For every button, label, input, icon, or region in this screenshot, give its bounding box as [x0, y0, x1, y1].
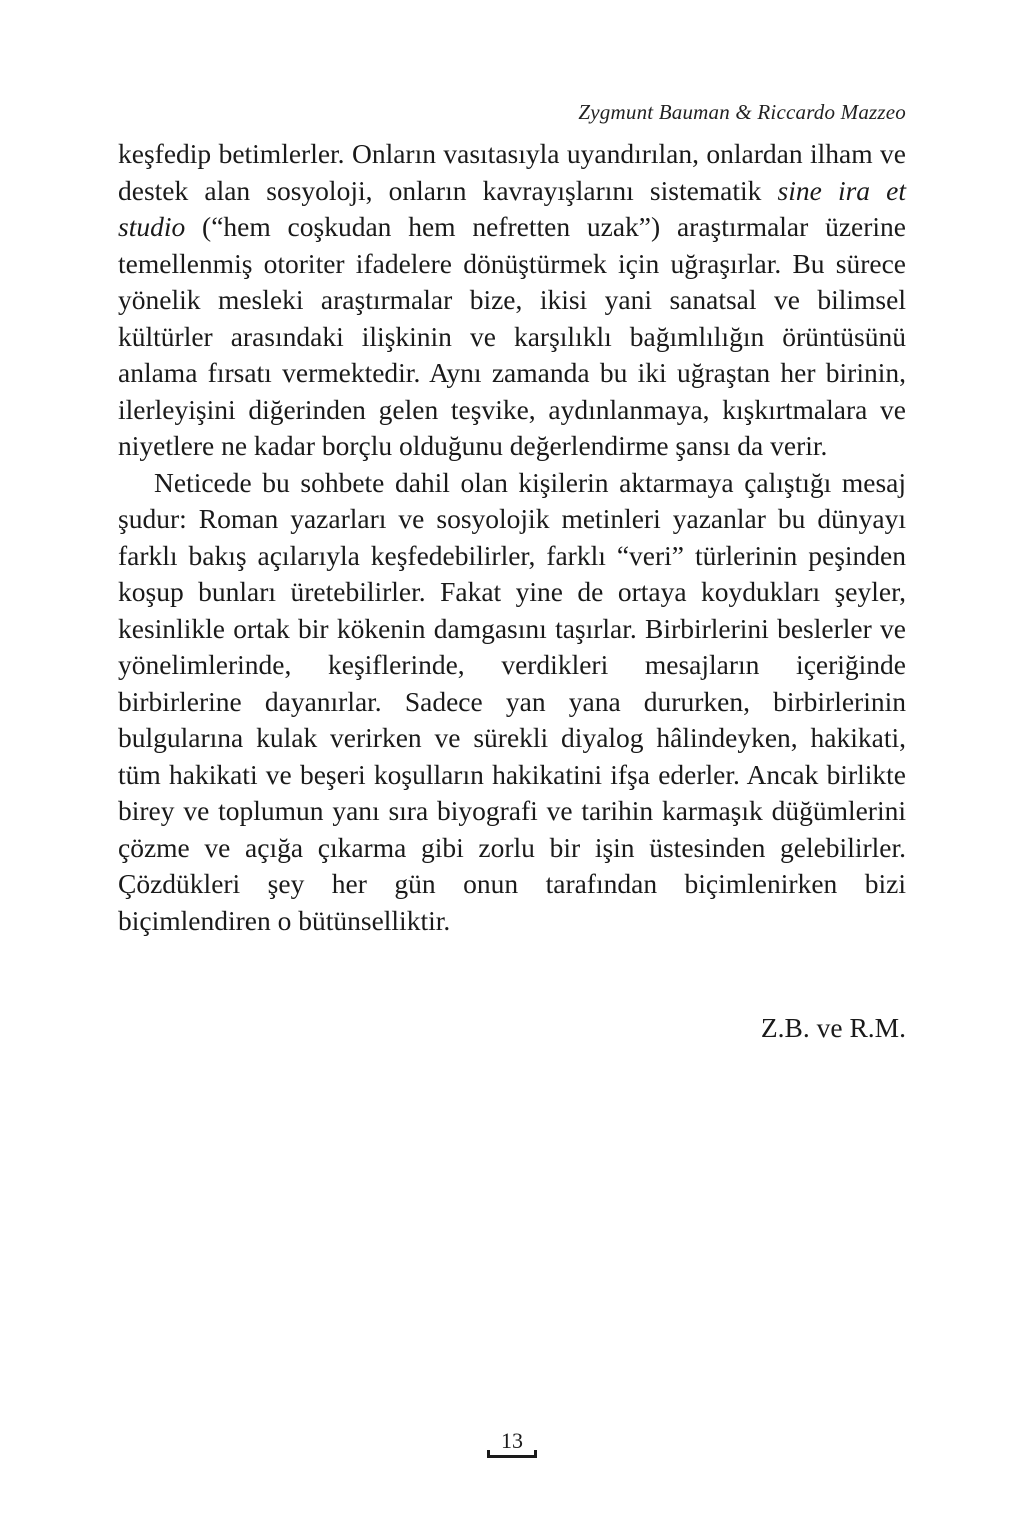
paragraph-1	[118, 136, 906, 465]
paragraph-1-part-a: keşfedip betimlerler. Onların vasıtasıyla uyandırılan, onlardan ilham ve destek alan sosyoloji, onların kavrayışlarını sistematik	[118, 138, 906, 206]
body-text	[118, 136, 906, 939]
latin-phrase: sine ira et studio	[118, 174, 906, 242]
author-signature: Z.B. ve R.M.	[760, 1012, 906, 1043]
page-number-box	[487, 1428, 537, 1458]
page-number: 13	[501, 1428, 523, 1453]
paragraph-1-part-b: (“hem coşkudan hem nefretten uzak”) araştırmalar üzerine temellenmiş otoriter ifadelere dönüştürmek için uğraşırlar. Bu sürece yönelik mesleki araştırmalar bize, ikisi yani sanatsal ve bilimsel kültürler arasındaki ilişkinin ve karşılıklı bağımlılığın örüntüsünü anlama fırsatı vermektedir. Aynı zamanda bu iki uğraştan her birinin, ilerleyişini diğerinden gelen teşvike, aydınlanmaya, kışkırtmalara ve niyetlere ne kadar borçlu olduğunu değerlendirme şansı da verir.	[118, 211, 906, 461]
running-header: Zygmunt Bauman & Riccardo Mazzeo	[578, 100, 906, 124]
paragraph-2: Neticede bu sohbete dahil olan kişilerin aktarmaya çalıştığı mesaj şudur: Roman yazarları ve sosyolojik metinleri yazanlar bu dünyayı farklı bakış açılarıyla keşfedebilirler, farklı “veri” türlerinin peşinden koşup bunları üretebilirler. Fakat yine de ortaya koydukları şeyler, kesinlikle ortak bir kökenin damgasını taşırlar. Birbirlerini beslerler ve yönelimlerinde, keşiflerinde, verdikleri mesajların içeriğinde birbirlerine dayanırlar. Sadece yan yana dururken, birbirlerinin bulgularına kulak verirken ve sürekli diyalog hâlindeyken, hakikati, tüm hakikati ve beşeri koşulların hakikatini ifşa ederler. Ancak birlikte birey ve toplumun yanı sıra biyografi ve tarihin karmaşık düğümlerini çözme ve açığa çıkarma gibi zorlu bir işin üstesinden gelebilirler. Çözdükleri şey her gün onun tarafından biçimlenirken bizi biçimlendiren o bütünselliktir.	[118, 466, 906, 936]
page-number-rule	[487, 1455, 537, 1458]
page-footer	[0, 1428, 1024, 1458]
